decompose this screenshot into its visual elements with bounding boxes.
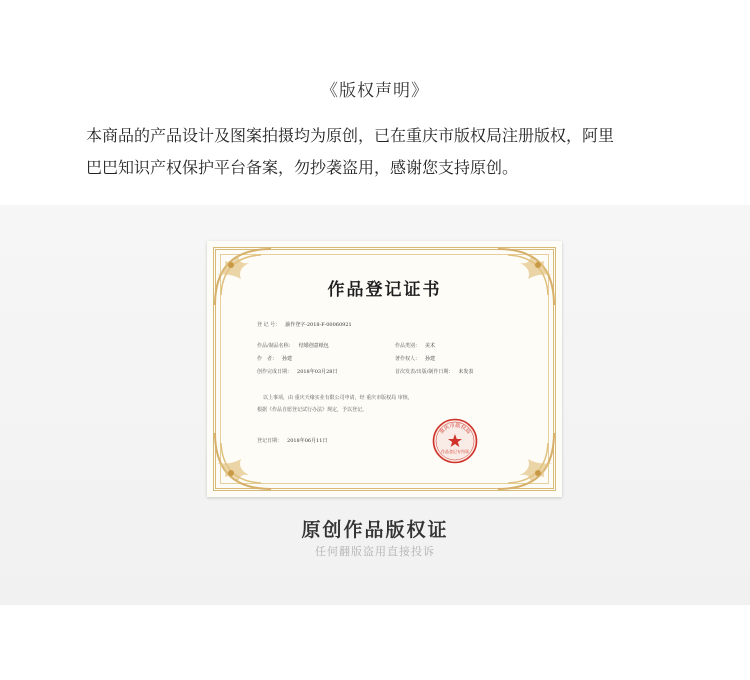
copyright-statement-title: 《版权声明》 xyxy=(321,81,429,101)
category-label: 作品类别： xyxy=(395,343,421,349)
reg-no-field xyxy=(257,321,352,328)
registration-date-value: 2018年06月11日 xyxy=(287,438,328,444)
svg-text:重庆市版权局: 重庆市版权局 xyxy=(438,422,472,436)
author-label: 作 者： xyxy=(257,356,278,362)
registration-date-label: 登记日期： xyxy=(257,438,283,444)
copyright-statement-body xyxy=(86,120,676,184)
published-date-value: 未发表 xyxy=(458,369,474,375)
owner-label: 著作权人： xyxy=(395,356,421,362)
certificate-image xyxy=(207,241,562,497)
completed-date-field xyxy=(257,368,337,375)
certificate-panel xyxy=(0,205,750,605)
reg-no-label: 登 记 号： xyxy=(257,322,281,328)
category-value: 美术 xyxy=(425,343,436,349)
owner-field xyxy=(395,355,435,362)
official-seal-icon xyxy=(431,417,479,465)
work-name-label: 作品/制品名称： xyxy=(257,343,294,349)
published-date-label: 首次发表/出版/制作日期： xyxy=(395,369,454,375)
svg-text:作品登记专用章: 作品登记专用章 xyxy=(441,449,469,454)
corner-ornament-icon xyxy=(494,429,558,493)
owner-value: 孙建 xyxy=(425,356,436,362)
completed-date-value: 2018年03月28日 xyxy=(297,369,338,375)
caption-subtitle: 任何翻版盗用直接投诉 xyxy=(315,545,435,558)
author-value: 孙建 xyxy=(282,356,293,362)
category-field xyxy=(395,342,435,349)
certificate-note-line-2: 根据《作品自愿登记试行办法》规定，予以登记。 xyxy=(257,407,368,413)
published-date-field xyxy=(395,368,473,375)
caption-title: 原创作品版权证 xyxy=(301,519,449,541)
certificate-heading: 作品登记证书 xyxy=(327,280,442,300)
certificate-note-line-1: 以上事项，由 重庆天缘实业有限公司申请，经 重庆市版权局 审核， xyxy=(263,395,413,401)
completed-date-label: 创作完成日期： xyxy=(257,369,293,375)
work-name-value: 结婚创意纸包 xyxy=(298,343,329,349)
work-name-field xyxy=(257,342,329,349)
statement-line-2: 巴巴知识产权保护平台备案，勿抄袭盗用，感谢您支持原创。 xyxy=(86,158,519,177)
reg-no-value: 渝作登字-2018-F-00060921 xyxy=(285,322,352,328)
statement-line-1: 本商品的产品设计及图案拍摄均为原创，已在重庆市版权局注册版权，阿里 xyxy=(86,126,615,145)
registration-date-field xyxy=(257,437,327,444)
author-field xyxy=(257,355,292,362)
